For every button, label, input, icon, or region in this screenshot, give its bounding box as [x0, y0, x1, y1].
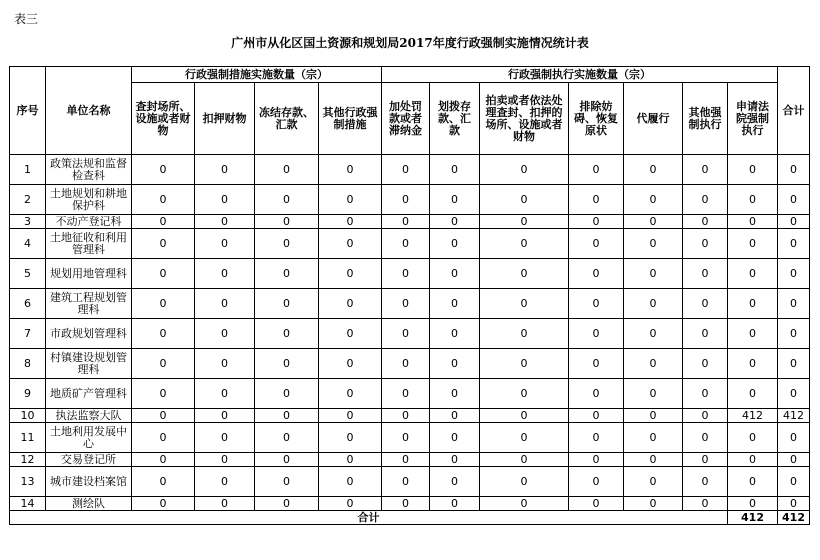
grand-total-value: 412: [778, 511, 810, 525]
table-cell: 0: [132, 453, 195, 467]
table-cell: 0: [480, 497, 569, 511]
table-cell: 0: [132, 379, 195, 409]
table-cell: 0: [624, 229, 683, 259]
column-header: 其他行政强制措施: [319, 83, 382, 155]
table-cell: 0: [683, 229, 728, 259]
table-cell: 0: [683, 185, 728, 215]
table-cell: 0: [624, 453, 683, 467]
row-number: 3: [10, 215, 46, 229]
table-cell: 0: [430, 215, 480, 229]
table-cell: 0: [195, 319, 255, 349]
column-header: 划拨存款、汇款: [430, 83, 480, 155]
table-cell: 0: [132, 289, 195, 319]
table-cell: 0: [480, 185, 569, 215]
table-cell: 0: [569, 497, 624, 511]
row-number: 1: [10, 155, 46, 185]
table-cell: 0: [382, 453, 430, 467]
row-number: 5: [10, 259, 46, 289]
row-number: 9: [10, 379, 46, 409]
table-cell: 0: [728, 497, 778, 511]
row-number: 2: [10, 185, 46, 215]
column-header: 排除妨碍、恢复原状: [569, 83, 624, 155]
table-cell: 0: [778, 319, 810, 349]
column-header: 其他强制执行: [683, 83, 728, 155]
table-cell: 0: [569, 185, 624, 215]
table-cell: 0: [319, 289, 382, 319]
table-cell: 0: [382, 155, 430, 185]
total-court-value: 412: [728, 511, 778, 525]
table-cell: 412: [778, 409, 810, 423]
table-cell: 0: [728, 215, 778, 229]
table-cell: 0: [382, 423, 430, 453]
table-cell: 0: [132, 409, 195, 423]
table-cell: 0: [624, 423, 683, 453]
table-cell: 0: [430, 379, 480, 409]
unit-name: 土地利用发展中心: [46, 423, 132, 453]
header-group-execution: 行政强制执行实施数量（宗）: [382, 67, 778, 83]
table-cell: 0: [195, 453, 255, 467]
unit-name: 土地征收和利用管理科: [46, 229, 132, 259]
table-cell: 0: [132, 423, 195, 453]
table-cell: 0: [728, 289, 778, 319]
table-cell: 0: [195, 467, 255, 497]
row-number: 7: [10, 319, 46, 349]
table-cell: 0: [778, 379, 810, 409]
table-cell: 0: [683, 409, 728, 423]
table-cell: 0: [382, 185, 430, 215]
table-cell: 0: [480, 155, 569, 185]
table-cell: 0: [430, 155, 480, 185]
table-cell: 0: [319, 155, 382, 185]
table-cell: 0: [624, 185, 683, 215]
table-cell: 0: [778, 467, 810, 497]
table-cell: 0: [319, 423, 382, 453]
total-row: [10, 511, 810, 525]
table-cell: 0: [319, 497, 382, 511]
table-cell: 0: [319, 379, 382, 409]
table-cell: 0: [624, 319, 683, 349]
unit-name: 村镇建设规划管理科: [46, 349, 132, 379]
table-cell: 0: [382, 259, 430, 289]
table-cell: 0: [319, 409, 382, 423]
table-cell: 0: [569, 467, 624, 497]
table-row: [10, 259, 810, 289]
table-row: [10, 497, 810, 511]
table-cell: 0: [624, 289, 683, 319]
table-cell: 0: [319, 453, 382, 467]
unit-name: 规划用地管理科: [46, 259, 132, 289]
unit-name: 政策法规和监督检查科: [46, 155, 132, 185]
table-cell: 0: [195, 379, 255, 409]
table-cell: 0: [430, 289, 480, 319]
row-number: 4: [10, 229, 46, 259]
table-cell: 0: [255, 467, 319, 497]
table-cell: 0: [683, 453, 728, 467]
table-cell: 0: [480, 379, 569, 409]
table-cell: 0: [430, 259, 480, 289]
table-cell: 0: [195, 185, 255, 215]
table-cell: 0: [382, 215, 430, 229]
table-cell: 0: [132, 349, 195, 379]
table-cell: 0: [195, 409, 255, 423]
table-cell: 0: [569, 453, 624, 467]
table-cell: 0: [195, 155, 255, 185]
table-cell: 0: [683, 423, 728, 453]
table-cell: 0: [624, 497, 683, 511]
table-row: [10, 349, 810, 379]
table-cell: 0: [624, 379, 683, 409]
header-seq: 序号: [10, 67, 46, 155]
table-cell: 0: [624, 467, 683, 497]
table-cell: 0: [778, 289, 810, 319]
table-cell: 0: [132, 319, 195, 349]
table-cell: 0: [480, 229, 569, 259]
table-cell: 0: [480, 215, 569, 229]
table-cell: 0: [728, 259, 778, 289]
table-cell: 0: [683, 289, 728, 319]
table-cell: 0: [728, 379, 778, 409]
table-cell: 0: [319, 259, 382, 289]
table-cell: 0: [728, 349, 778, 379]
table-cell: 0: [624, 259, 683, 289]
table-cell: 0: [728, 319, 778, 349]
row-number: 10: [10, 409, 46, 423]
table-cell: 0: [430, 319, 480, 349]
table-cell: 0: [382, 319, 430, 349]
table-cell: 0: [430, 467, 480, 497]
table-cell: 0: [195, 497, 255, 511]
table-cell: 0: [430, 423, 480, 453]
table-cell: 0: [255, 349, 319, 379]
table-cell: 0: [480, 453, 569, 467]
table-cell: 0: [624, 155, 683, 185]
table-cell: 0: [569, 379, 624, 409]
table-cell: 0: [778, 229, 810, 259]
table-cell: 0: [382, 349, 430, 379]
column-header: 冻结存款、汇款: [255, 83, 319, 155]
table-cell: 0: [569, 423, 624, 453]
table-cell: 0: [480, 467, 569, 497]
table-row: [10, 185, 810, 215]
table-cell: 0: [195, 349, 255, 379]
total-label: 合计: [10, 511, 728, 525]
table-cell: 0: [778, 155, 810, 185]
table-cell: 0: [778, 215, 810, 229]
table-cell: 0: [480, 319, 569, 349]
table-cell: 0: [569, 155, 624, 185]
table-cell: 0: [255, 497, 319, 511]
table-cell: 0: [430, 229, 480, 259]
table-cell: 0: [569, 215, 624, 229]
table-cell: 0: [778, 259, 810, 289]
row-number: 14: [10, 497, 46, 511]
table-cell: 0: [132, 497, 195, 511]
table-cell: 0: [382, 467, 430, 497]
table-cell: 0: [255, 185, 319, 215]
table-cell: 0: [382, 497, 430, 511]
table-row: [10, 229, 810, 259]
table-cell: 0: [728, 185, 778, 215]
row-number: 11: [10, 423, 46, 453]
table-cell: 0: [683, 349, 728, 379]
table-cell: 0: [778, 185, 810, 215]
statistics-table: [9, 66, 810, 525]
table-cell: 0: [132, 215, 195, 229]
table-cell: 0: [683, 155, 728, 185]
table-cell: 0: [683, 215, 728, 229]
table-cell: 0: [382, 289, 430, 319]
table-cell: 0: [728, 453, 778, 467]
table-row: [10, 453, 810, 467]
table-cell: 0: [255, 229, 319, 259]
table-cell: 0: [132, 229, 195, 259]
table-cell: 0: [728, 467, 778, 497]
table-cell: 0: [480, 409, 569, 423]
column-header: 扣押财物: [195, 83, 255, 155]
table-cell: 0: [430, 349, 480, 379]
table-cell: 0: [319, 215, 382, 229]
table-cell: 0: [624, 215, 683, 229]
document-title: 广州市从化区国土资源和规划局2017年度行政强制实施情况统计表: [231, 36, 589, 50]
table-cell: 0: [255, 379, 319, 409]
table-row: [10, 467, 810, 497]
table-cell: 0: [255, 155, 319, 185]
table-cell: 0: [132, 155, 195, 185]
row-number: 8: [10, 349, 46, 379]
unit-name: 土地规划和耕地保护科: [46, 185, 132, 215]
table-cell: 0: [319, 319, 382, 349]
table-cell: 0: [382, 409, 430, 423]
table-cell: 0: [430, 409, 480, 423]
table-cell: 0: [195, 229, 255, 259]
table-row: [10, 409, 810, 423]
table-cell: 0: [480, 289, 569, 319]
table-cell: 0: [480, 259, 569, 289]
table-cell: 0: [255, 453, 319, 467]
unit-name: 测绘队: [46, 497, 132, 511]
table-cell: 0: [319, 229, 382, 259]
unit-name: 建筑工程规划管理科: [46, 289, 132, 319]
unit-name: 城市建设档案馆: [46, 467, 132, 497]
table-cell: 0: [255, 319, 319, 349]
table-cell: 0: [430, 497, 480, 511]
table-cell: 0: [195, 259, 255, 289]
table-cell: 0: [683, 497, 728, 511]
header-total: 合计: [778, 67, 810, 155]
table-row: [10, 289, 810, 319]
table-cell: 0: [132, 467, 195, 497]
table-cell: 0: [569, 259, 624, 289]
column-header: 加处罚款或者滞纳金: [382, 83, 430, 155]
header-group-measures: 行政强制措施实施数量（宗）: [132, 67, 382, 83]
table-cell: 0: [255, 423, 319, 453]
table-cell: 0: [132, 259, 195, 289]
table-cell: 0: [569, 349, 624, 379]
table-label: 表三: [14, 12, 39, 26]
table-cell: 0: [728, 155, 778, 185]
table-cell: 0: [319, 467, 382, 497]
column-header: 代履行: [624, 83, 683, 155]
table-cell: 0: [569, 289, 624, 319]
row-number: 6: [10, 289, 46, 319]
table-cell: 0: [319, 185, 382, 215]
table-cell: 0: [778, 453, 810, 467]
table-cell: 0: [195, 423, 255, 453]
table-cell: 0: [382, 229, 430, 259]
table-cell: 0: [255, 409, 319, 423]
table-cell: 0: [569, 319, 624, 349]
table-cell: 0: [569, 409, 624, 423]
unit-name: 市政规划管理科: [46, 319, 132, 349]
unit-name: 交易登记所: [46, 453, 132, 467]
table-cell: 0: [728, 229, 778, 259]
table-cell: 0: [683, 319, 728, 349]
header-unit: 单位名称: [46, 67, 132, 155]
table-cell: 0: [569, 229, 624, 259]
table-cell: 412: [728, 409, 778, 423]
table-cell: 0: [683, 259, 728, 289]
table-cell: 0: [778, 497, 810, 511]
column-header: 申请法院强制执行: [728, 83, 778, 155]
row-number: 13: [10, 467, 46, 497]
table-cell: 0: [683, 467, 728, 497]
table-row: [10, 155, 810, 185]
table-cell: 0: [255, 289, 319, 319]
table-cell: 0: [382, 379, 430, 409]
table-cell: 0: [195, 289, 255, 319]
table-cell: 0: [132, 185, 195, 215]
table-cell: 0: [778, 349, 810, 379]
unit-name: 不动产登记科: [46, 215, 132, 229]
table-cell: 0: [195, 215, 255, 229]
table-cell: 0: [728, 423, 778, 453]
row-number: 12: [10, 453, 46, 467]
table-cell: 0: [480, 423, 569, 453]
table-row: [10, 379, 810, 409]
column-header: 拍卖或者依法处理查封、扣押的场所、设施或者财物: [480, 83, 569, 155]
table-row: [10, 319, 810, 349]
table-row: [10, 215, 810, 229]
table-row: [10, 423, 810, 453]
table-cell: 0: [430, 453, 480, 467]
table-cell: 0: [624, 409, 683, 423]
table-cell: 0: [480, 349, 569, 379]
table-cell: 0: [255, 259, 319, 289]
unit-name: 地质矿产管理科: [46, 379, 132, 409]
table-cell: 0: [778, 423, 810, 453]
table-cell: 0: [319, 349, 382, 379]
table-cell: 0: [430, 185, 480, 215]
column-header: 查封场所、设施或者财物: [132, 83, 195, 155]
unit-name: 执法监察大队: [46, 409, 132, 423]
table-cell: 0: [624, 349, 683, 379]
table-cell: 0: [255, 215, 319, 229]
table-cell: 0: [683, 379, 728, 409]
